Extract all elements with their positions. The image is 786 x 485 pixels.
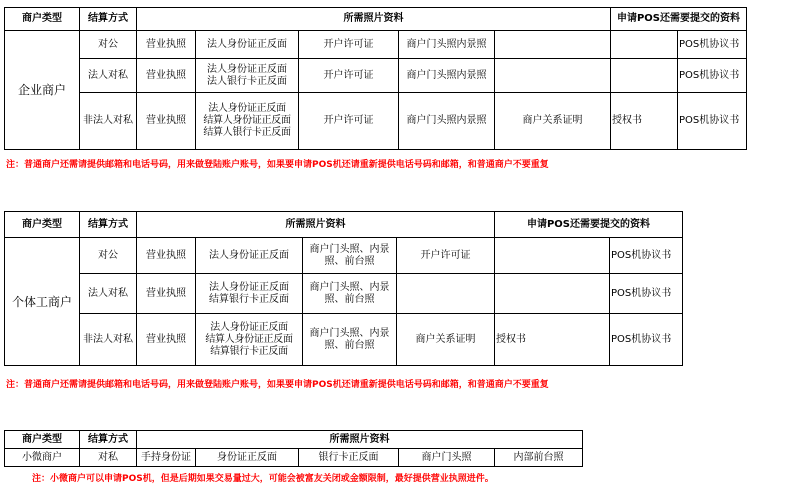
header-merchant-type: 商户类型 <box>22 433 62 445</box>
relation-proof <box>494 273 610 314</box>
header-settlement: 结算方式 <box>88 218 128 230</box>
storefront-photos <box>302 313 397 366</box>
account-permit: 开户许可证 <box>323 115 374 126</box>
storefront-line: 照、前台照 <box>324 339 375 351</box>
id-card: 身份证正反面 <box>217 451 277 463</box>
front-desk-photo: 内部前台照 <box>513 451 564 463</box>
id-doc-line: 法人银行卡正反面 <box>207 75 287 87</box>
pos-agreement: POS机协议书 <box>679 38 740 50</box>
settlement-method: 法人对私 <box>88 287 128 299</box>
pos-agreement: POS机协议书 <box>679 115 740 126</box>
storefront-photos: 商户门头照内景照 <box>406 115 487 126</box>
authorization <box>610 58 678 93</box>
business-license: 营业执照 <box>146 38 186 50</box>
relation-proof: 商户关系证明 <box>522 115 583 126</box>
bank-card: 银行卡正反面 <box>318 451 379 463</box>
settlement-method: 对公 <box>98 38 118 50</box>
relation-proof: 商户关系证明 <box>415 333 476 345</box>
settlement-method: 非法人对私 <box>83 333 133 345</box>
pos-agreement: POS机协议书 <box>611 333 672 345</box>
storefront-line: 商户门头照、内景 <box>309 243 390 255</box>
storefront-photos <box>302 273 397 314</box>
authorization: 授权书 <box>496 333 526 345</box>
relation-proof <box>494 30 611 59</box>
storefront-photo: 商户门头照 <box>421 451 472 463</box>
id-documents: 法人身份证正反面 <box>207 38 287 50</box>
id-doc-line: 法人身份证正反面 <box>208 103 286 114</box>
id-doc-line: 结算人身份证正反面 <box>205 333 293 345</box>
id-doc-line: 法人身份证正反面 <box>209 281 289 293</box>
id-documents <box>195 92 299 150</box>
storefront-photos <box>302 237 397 274</box>
storefront-line: 照、前台照 <box>324 255 375 267</box>
account-permit <box>396 273 495 314</box>
business-license: 营业执照 <box>146 249 186 261</box>
pos-agreement: POS机协议书 <box>679 69 740 81</box>
id-documents <box>195 273 303 314</box>
merchant-type-individual: 个体工商户 <box>11 294 72 309</box>
id-doc-line: 结算银行卡正反面 <box>209 293 289 305</box>
id-documents <box>195 58 299 93</box>
id-documents: 法人身份证正反面 <box>209 249 289 261</box>
storefront-line: 照、前台照 <box>324 293 375 305</box>
pos-agreement: POS机协议书 <box>611 249 672 261</box>
header-required-photos: 所需照片资料 <box>343 13 404 24</box>
header-pos-materials: 申请POS还需要提交的资料 <box>616 13 741 24</box>
enterprise-note: 注：普通商户还需请提供邮箱和电话号码，用来做登陆账户账号，如果要申请POS机还请重新提供电话号码和邮箱，和普通商户不要重复 <box>6 160 549 170</box>
header-merchant-type: 商户类型 <box>22 218 62 230</box>
settlement-method: 非法人对私 <box>83 115 133 126</box>
storefront-line: 商户门头照、内景 <box>309 281 390 293</box>
business-license: 营业执照 <box>146 115 186 126</box>
id-doc-line: 结算人身份证正反面 <box>203 115 291 126</box>
pos-agreement: POS机协议书 <box>611 287 672 299</box>
merchant-type-micro: 小微商户 <box>22 451 62 463</box>
header-merchant-type: 商户类型 <box>22 13 62 24</box>
settlement-method: 对公 <box>98 249 118 261</box>
header-required-photos: 所需照片资料 <box>285 218 346 230</box>
storefront-line: 商户门头照、内景 <box>309 327 390 339</box>
header-settlement: 结算方式 <box>88 13 128 24</box>
business-license: 营业执照 <box>146 333 186 345</box>
authorization: 授权书 <box>612 115 642 126</box>
settlement-method: 对私 <box>98 451 118 463</box>
account-permit: 开户许可证 <box>323 38 374 50</box>
relation-proof <box>494 58 611 93</box>
id-doc-line: 法人身份证正反面 <box>207 63 287 75</box>
header-pos-materials: 申请POS还需要提交的资料 <box>526 218 651 230</box>
authorization <box>610 30 678 59</box>
id-doc-line: 结算银行卡正反面 <box>210 345 288 357</box>
settlement-method: 法人对私 <box>88 69 128 81</box>
id-doc-line: 结算人银行卡正反面 <box>203 127 291 138</box>
id-documents <box>195 313 303 366</box>
individual-note: 注：普通商户还需请提供邮箱和电话号码，用来做登陆账户账号，如果要申请POS机还请重新提供电话号码和邮箱，和普通商户不要重复 <box>6 380 549 390</box>
merchant-type-enterprise: 企业商户 <box>17 83 66 97</box>
account-permit: 开户许可证 <box>420 249 471 261</box>
handheld-id: 手持身份证 <box>141 451 191 463</box>
business-license: 营业执照 <box>146 69 186 81</box>
id-doc-line: 法人身份证正反面 <box>210 321 288 333</box>
business-license: 营业执照 <box>146 287 186 299</box>
relation-proof <box>494 237 610 274</box>
account-permit: 开户许可证 <box>323 69 374 81</box>
storefront-photos: 商户门头照内景照 <box>406 38 487 50</box>
header-required-photos: 所需照片资料 <box>329 433 390 445</box>
storefront-photos: 商户门头照内景照 <box>406 69 487 81</box>
micro-note: 注：小微商户可以申请POS机，但是后期如果交易量过大，可能会被富友关闭或金额限制，最好提供营业执照进件。 <box>32 474 494 484</box>
header-settlement: 结算方式 <box>88 433 128 445</box>
